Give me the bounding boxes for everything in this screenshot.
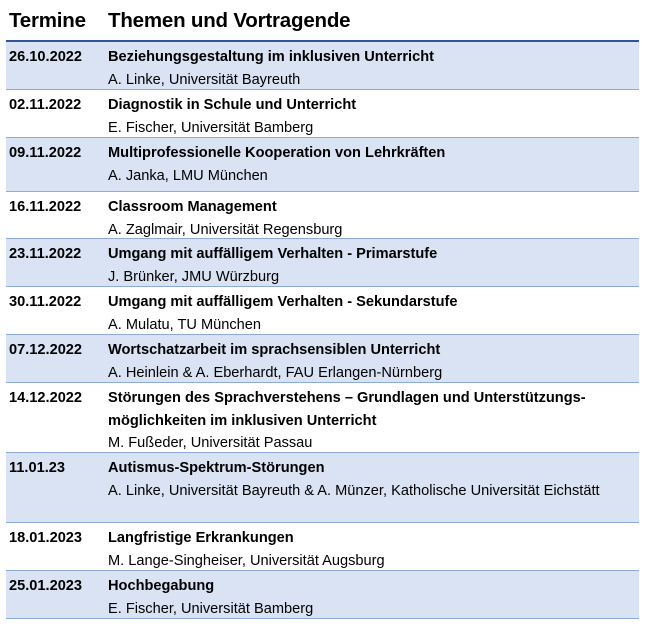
session-speaker: A. Mulatu, TU München	[108, 316, 262, 333]
session-speaker: A. Zaglmair, Universität Regensburg	[108, 221, 343, 238]
session-date: 25.01.2023	[9, 578, 83, 594]
session-title: Langfristige Erkrankungen	[108, 530, 294, 546]
session-date: 26.10.2022	[9, 49, 83, 65]
session-speaker: E. Fischer, Universität Bamberg	[108, 119, 314, 136]
session-date: 07.12.2022	[9, 342, 83, 358]
session-speaker: A. Linke, Universität Bayreuth	[108, 71, 301, 88]
session-speaker: A. Linke, Universität Bayreuth & A. Münzer, Katholische Universität Eichstätt	[108, 482, 600, 499]
session-title: Diagnostik in Schule und Unterricht	[108, 97, 357, 113]
header-topic: Themen und Vortragende	[108, 9, 351, 32]
header-date: Termine	[9, 9, 86, 32]
session-date: 16.11.2022	[9, 199, 82, 215]
table-row	[6, 383, 639, 453]
session-date: 18.01.2023	[9, 530, 83, 546]
table-row	[6, 523, 639, 571]
schedule-table	[6, 8, 639, 619]
session-date: 09.11.2022	[9, 145, 82, 161]
session-title: Wortschatzarbeit im sprachsensiblen Unterricht	[108, 342, 441, 358]
table-row	[6, 42, 639, 90]
session-date: 11.01.23	[9, 460, 66, 476]
table-row	[6, 192, 639, 239]
session-speaker: A. Janka, LMU München	[108, 167, 268, 184]
session-title: Multiprofessionelle Kooperation von Lehrkräften	[108, 145, 446, 161]
table-row	[6, 571, 639, 619]
session-speaker: J. Brünker, JMU Würzburg	[108, 268, 280, 285]
session-title: Hochbegabung	[108, 578, 215, 594]
session-date: 02.11.2022	[9, 97, 82, 113]
session-speaker: A. Heinlein & A. Eberhardt, FAU Erlangen-Nürnberg	[108, 364, 443, 381]
session-speaker: M. Fußeder, Universität Passau	[108, 435, 313, 451]
session-date: 14.12.2022	[9, 390, 83, 406]
session-title: Beziehungsgestaltung im inklusiven Unterricht	[108, 49, 434, 65]
session-title: Autismus-Spektrum-Störungen	[108, 460, 325, 476]
session-title: Umgang mit auffälligem Verhalten - Sekundarstufe	[108, 294, 458, 310]
session-speaker: E. Fischer, Universität Bamberg	[108, 600, 314, 617]
table-row	[6, 453, 639, 523]
table-row	[6, 90, 639, 138]
table-row	[6, 138, 639, 192]
session-date: 23.11.2022	[9, 246, 82, 262]
session-speaker: M. Lange-Singheiser, Universität Augsburg	[108, 552, 385, 569]
table-header	[6, 8, 639, 42]
session-title: Umgang mit auffälligem Verhalten - Primarstufe	[108, 246, 438, 262]
session-title: Classroom Management	[108, 199, 277, 215]
table-row	[6, 335, 639, 383]
session-date: 30.11.2022	[9, 294, 82, 310]
table-row	[6, 287, 639, 335]
session-title: Störungen des Sprachverstehens – Grundlagen und Unterstützungs-möglichkeiten im inklusiven Unterricht	[108, 390, 586, 429]
table-row	[6, 239, 639, 287]
